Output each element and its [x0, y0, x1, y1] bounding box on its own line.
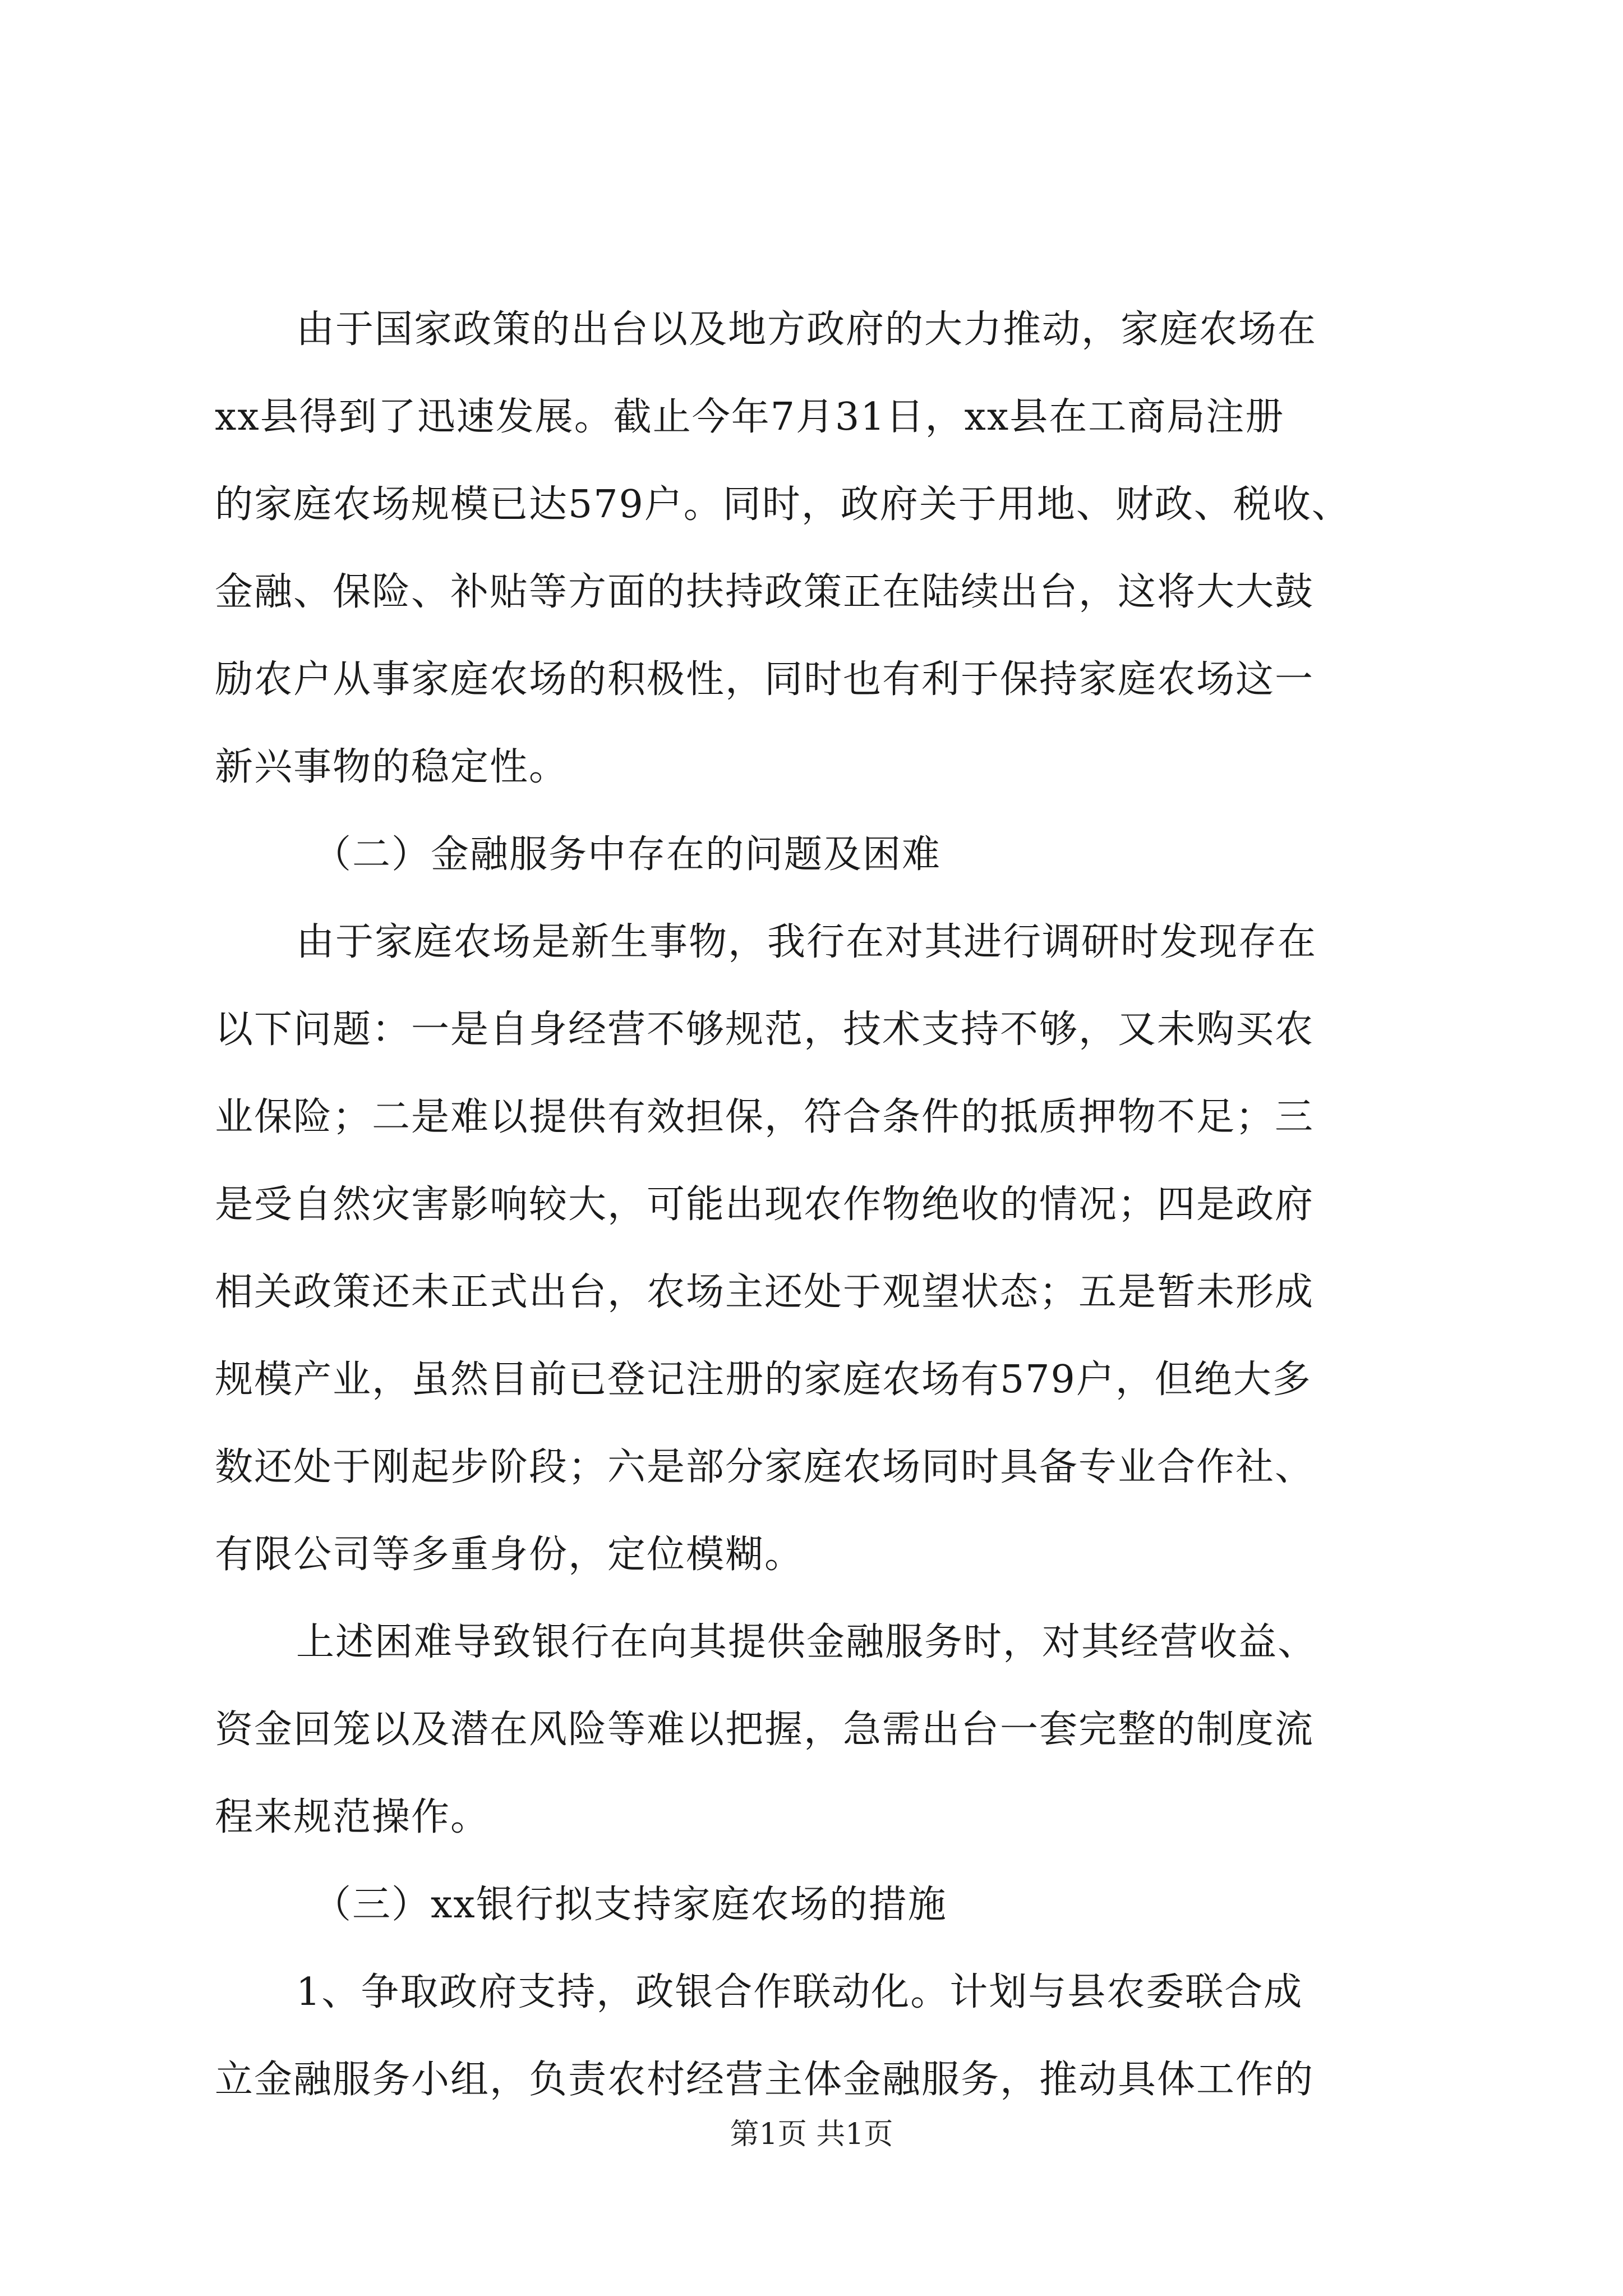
text-line: 由于家庭农场是新生事物，我行在对其进行调研时发现存在: [296, 920, 1317, 964]
section-heading: （二）金融服务中存在的问题及困难: [313, 832, 942, 877]
text-line: 资金回笼以及潜在风险等难以把握，急需出台一套完整的制度流: [215, 1708, 1315, 1752]
text-line: 规模产业，虽然目前已登记注册的家庭农场有579户，但绝大多: [215, 1358, 1312, 1402]
text-line: 的家庭农场规模已达579户。同时，政府关于用地、财政、税收、: [215, 482, 1351, 527]
section-heading: （三）xx银行拟支持家庭农场的措施: [313, 1883, 947, 1927]
text-line: 金融、保险、补贴等方面的扶持政策正在陆续出台，这将大大鼓: [215, 570, 1315, 614]
text-line: 立金融服务小组，负责农村经营主体金融服务，推动具体工作的: [215, 2058, 1315, 2102]
text-line: 数还处于刚起步阶段；六是部分家庭农场同时具备专业合作社、: [215, 1445, 1315, 1489]
text-line: 业保险；二是难以提供有效担保，符合条件的抵质押物不足；三: [215, 1095, 1315, 1139]
text-line: 励农户从事家庭农场的积极性，同时也有利于保持家庭农场这一: [215, 657, 1315, 702]
text-line: 1、争取政府支持，政银合作联动化。计划与县农委联合成: [296, 1970, 1303, 2014]
text-line: 上述困难导致银行在向其提供金融服务时，对其经营收益、: [296, 1620, 1317, 1664]
text-line: 有限公司等多重身份，定位模糊。: [215, 1533, 804, 1577]
text-line: xx县得到了迅速发展。截止今年7月31日，xx县在工商局注册: [215, 395, 1285, 439]
text-line: 新兴事物的稳定性。: [215, 745, 569, 789]
document-body: [215, 286, 1421, 2124]
text-line: 是受自然灾害影响较大，可能出现农作物绝收的情况；四是政府: [215, 1182, 1315, 1227]
text-line: 程来规范操作。: [215, 1795, 490, 1839]
text-line: 以下问题：一是自身经营不够规范，技术支持不够，又未购买农: [215, 1007, 1315, 1052]
text-line: 由于国家政策的出台以及地方政府的大力推动，家庭农场在: [296, 307, 1317, 352]
page-number-footer: 第1页 共1页: [730, 2118, 893, 2151]
text-line: 相关政策还未正式出台，农场主还处于观望状态；五是暂未形成: [215, 1270, 1315, 1314]
